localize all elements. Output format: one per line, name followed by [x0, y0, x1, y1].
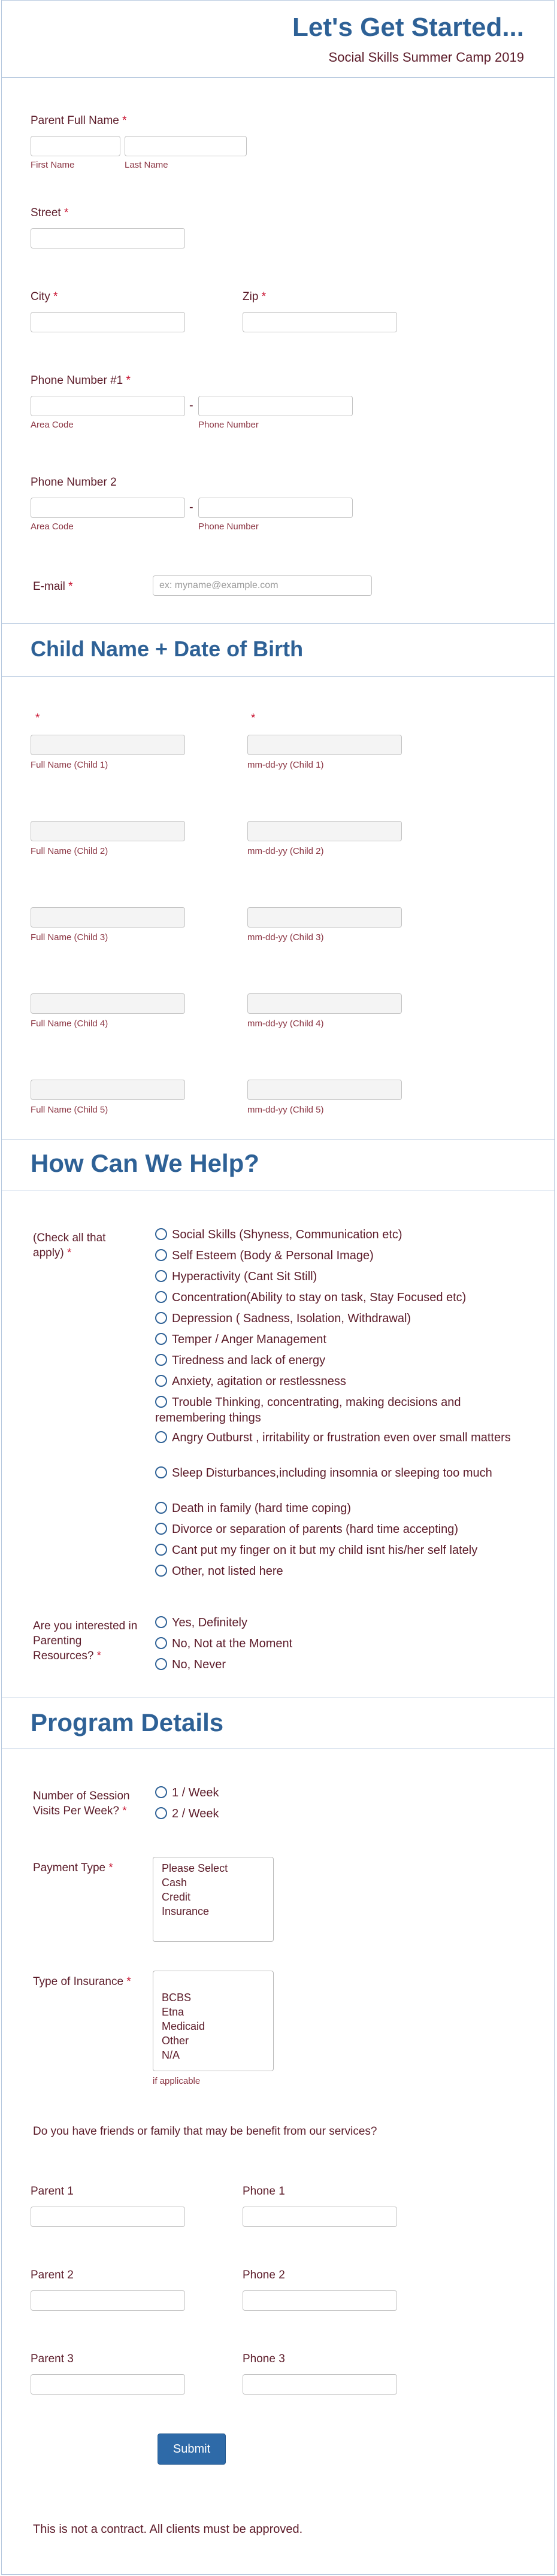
phone2-area-input[interactable] — [31, 498, 185, 518]
phone2-number-input[interactable] — [198, 498, 353, 518]
child3-name-sublabel: Full Name (Child 3) — [31, 932, 108, 942]
program-section-heading: Program Details — [31, 1708, 224, 1736]
help-section-heading: How Can We Help? — [31, 1149, 259, 1177]
child1-name-sublabel: Full Name (Child 1) — [31, 760, 108, 770]
referral-phone3-input[interactable] — [243, 2374, 397, 2395]
street-input[interactable] — [31, 228, 185, 248]
insurance-option[interactable]: Medicaid — [162, 2020, 205, 2032]
referral-parent1-input[interactable] — [31, 2207, 185, 2227]
help-option-concentration[interactable]: Concentration(Ability to stay on task, Stay Focused etc) — [155, 1290, 520, 1305]
child5-dob-sublabel: mm-dd-yy (Child 5) — [247, 1105, 324, 1115]
child3-name-input[interactable] — [31, 907, 185, 928]
help-option-divorce[interactable]: Divorce or separation of parents (hard time accepting) — [155, 1522, 520, 1537]
radio-circle-icon[interactable] — [155, 1502, 167, 1514]
child4-name-input[interactable] — [31, 993, 185, 1014]
phone1-dash: - — [189, 399, 193, 412]
radio-circle-icon[interactable] — [155, 1523, 167, 1535]
child1-dob-sublabel: mm-dd-yy (Child 1) — [247, 760, 324, 770]
email-input[interactable] — [153, 575, 372, 596]
child2-dob-sublabel: mm-dd-yy (Child 2) — [247, 846, 324, 856]
radio-circle-icon[interactable] — [155, 1354, 167, 1366]
insurance-option[interactable]: BCBS — [162, 1992, 192, 2004]
radio-circle-icon[interactable] — [155, 1616, 167, 1628]
radio-circle-icon[interactable] — [155, 1291, 167, 1303]
referral-parent2-input[interactable] — [31, 2290, 185, 2311]
radio-circle-icon[interactable] — [155, 1637, 167, 1649]
email-label: E-mail * — [33, 580, 73, 593]
help-option-self-esteem[interactable]: Self Esteem (Body & Personal Image) — [155, 1248, 520, 1263]
city-input[interactable] — [31, 312, 185, 332]
parenting-resources-label: Are you interested in Parenting Resources? * — [33, 1620, 138, 1662]
radio-circle-icon[interactable] — [155, 1333, 167, 1345]
referral-phone1-label: Phone 1 — [243, 2185, 285, 2198]
child-section-divider-top — [2, 623, 555, 624]
check-all-label: (Check all that apply) * — [33, 1232, 106, 1259]
first-name-sublabel: First Name — [31, 160, 75, 170]
radio-circle-icon[interactable] — [155, 1375, 167, 1387]
payment-option[interactable]: Insurance — [162, 1905, 210, 1917]
phone2-label: Phone Number 2 — [31, 476, 117, 489]
referral-parent3-input[interactable] — [31, 2374, 185, 2395]
child1-name-input[interactable] — [31, 735, 185, 755]
referral-parent2-label: Parent 2 — [31, 2269, 74, 2281]
payment-option[interactable]: Credit — [162, 1891, 191, 1903]
radio-circle-icon[interactable] — [155, 1807, 167, 1819]
radio-circle-icon[interactable] — [155, 1565, 167, 1577]
child-name-required-star: * — [35, 712, 40, 725]
parenting-option-yes[interactable]: Yes, Definitely — [155, 1615, 520, 1631]
last-name-input[interactable] — [125, 136, 247, 156]
radio-circle-icon[interactable] — [155, 1544, 167, 1556]
help-option-social-skills[interactable]: Social Skills (Shyness, Communication etc) — [155, 1227, 520, 1242]
radio-circle-icon[interactable] — [155, 1658, 167, 1670]
sessions-label: Number of Session Visits Per Week? * — [33, 1790, 130, 1817]
phone1-number-input[interactable] — [198, 396, 353, 416]
parenting-option-not-now[interactable]: No, Not at the Moment — [155, 1636, 520, 1651]
child5-dob-input[interactable] — [247, 1080, 402, 1100]
insurance-sublabel: if applicable — [153, 2076, 201, 2086]
help-option-sleep[interactable]: Sleep Disturbances,including insomnia or sleeping too much — [155, 1465, 520, 1481]
help-option-cant-put-finger[interactable]: Cant put my finger on it but my child isnt his/her self lately — [155, 1542, 520, 1558]
child3-dob-sublabel: mm-dd-yy (Child 3) — [247, 932, 324, 942]
radio-circle-icon[interactable] — [155, 1228, 167, 1240]
submit-button[interactable]: Submit — [158, 2433, 226, 2465]
referral-parent3-label: Parent 3 — [31, 2353, 74, 2365]
insurance-type-label: Type of Insurance * — [33, 1975, 131, 1988]
child5-name-sublabel: Full Name (Child 5) — [31, 1105, 108, 1115]
insurance-option[interactable]: N/A — [162, 2049, 180, 2061]
phone1-label: Phone Number #1 * — [31, 374, 131, 387]
payment-type-listbox[interactable] — [153, 1857, 274, 1942]
child4-dob-input[interactable] — [247, 993, 402, 1014]
zip-label: Zip * — [243, 290, 267, 303]
child3-dob-input[interactable] — [247, 907, 402, 928]
referral-phone2-input[interactable] — [243, 2290, 397, 2311]
child-section-heading: Child Name + Date of Birth — [31, 637, 304, 661]
street-label: Street * — [31, 207, 69, 219]
radio-circle-icon[interactable] — [155, 1431, 167, 1443]
help-option-anxiety[interactable]: Anxiety, agitation or restlessness — [155, 1374, 520, 1389]
payment-type-label: Payment Type * — [33, 1862, 113, 1874]
radio-circle-icon[interactable] — [155, 1396, 167, 1408]
phone2-area-sublabel: Area Code — [31, 522, 74, 532]
referral-phone3-label: Phone 3 — [243, 2353, 285, 2365]
child-dob-required-star: * — [251, 712, 256, 725]
referral-parent1-label: Parent 1 — [31, 2185, 74, 2198]
child2-dob-input[interactable] — [247, 821, 402, 841]
header-divider — [2, 77, 555, 78]
referral-phone2-label: Phone 2 — [243, 2269, 285, 2281]
radio-circle-icon[interactable] — [155, 1249, 167, 1261]
form-container — [1, 0, 555, 2575]
child5-name-input[interactable] — [31, 1080, 185, 1100]
help-option-depression[interactable]: Depression ( Sadness, Isolation, Withdrawal) — [155, 1311, 520, 1326]
referral-question: Do you have friends or family that may be benefit from our services? — [33, 2125, 377, 2138]
phone1-area-sublabel: Area Code — [31, 420, 74, 430]
referral-phone1-input[interactable] — [243, 2207, 397, 2227]
child2-name-input[interactable] — [31, 821, 185, 841]
phone2-number-sublabel: Phone Number — [198, 522, 259, 532]
help-section-divider-top — [2, 1139, 555, 1140]
insurance-option[interactable]: Other — [162, 2035, 189, 2047]
phone1-area-input[interactable] — [31, 396, 185, 416]
zip-input[interactable] — [243, 312, 397, 332]
child2-name-sublabel: Full Name (Child 2) — [31, 846, 108, 856]
help-option-tiredness[interactable]: Tiredness and lack of energy — [155, 1353, 520, 1368]
radio-circle-icon[interactable] — [155, 1466, 167, 1478]
child4-dob-sublabel: mm-dd-yy (Child 4) — [247, 1019, 324, 1029]
insurance-option[interactable]: Etna — [162, 2006, 184, 2018]
radio-circle-icon[interactable] — [155, 1786, 167, 1798]
help-option-angry-outburst[interactable]: Angry Outburst , irritability or frustration even over small matters — [155, 1430, 520, 1445]
child4-name-sublabel: Full Name (Child 4) — [31, 1019, 108, 1029]
parenting-option-never[interactable]: No, Never — [155, 1657, 520, 1672]
form-subtitle: Social Skills Summer Camp 2019 — [328, 50, 524, 65]
footer-note: This is not a contract. All clients must be approved. — [33, 2523, 303, 2536]
help-option-death[interactable]: Death in family (hard time coping) — [155, 1501, 520, 1516]
child-section-divider-bottom — [2, 676, 555, 677]
radio-circle-icon[interactable] — [155, 1312, 167, 1324]
payment-option[interactable]: Cash — [162, 1877, 187, 1889]
sessions-option-1[interactable]: 1 / Week — [155, 1785, 520, 1801]
phone2-dash: - — [189, 501, 193, 514]
form-title: Let's Get Started... — [292, 13, 524, 42]
help-option-temper[interactable]: Temper / Anger Management — [155, 1332, 520, 1347]
radio-circle-icon[interactable] — [155, 1270, 167, 1282]
help-option-other[interactable]: Other, not listed here — [155, 1563, 520, 1579]
child1-dob-input[interactable] — [247, 735, 402, 755]
last-name-sublabel: Last Name — [125, 160, 168, 170]
help-option-hyperactivity[interactable]: Hyperactivity (Cant Sit Still) — [155, 1269, 520, 1284]
sessions-option-2[interactable]: 2 / Week — [155, 1806, 520, 1822]
first-name-input[interactable] — [31, 136, 120, 156]
phone1-number-sublabel: Phone Number — [198, 420, 259, 430]
parent-name-label: Parent Full Name * — [31, 114, 127, 127]
help-option-trouble-thinking[interactable]: Trouble Thinking, concentrating, making decisions and remembering things — [155, 1396, 461, 1425]
city-label: City * — [31, 290, 58, 303]
payment-option[interactable]: Please Select — [162, 1862, 228, 1874]
insurance-type-listbox[interactable] — [153, 1971, 274, 2071]
